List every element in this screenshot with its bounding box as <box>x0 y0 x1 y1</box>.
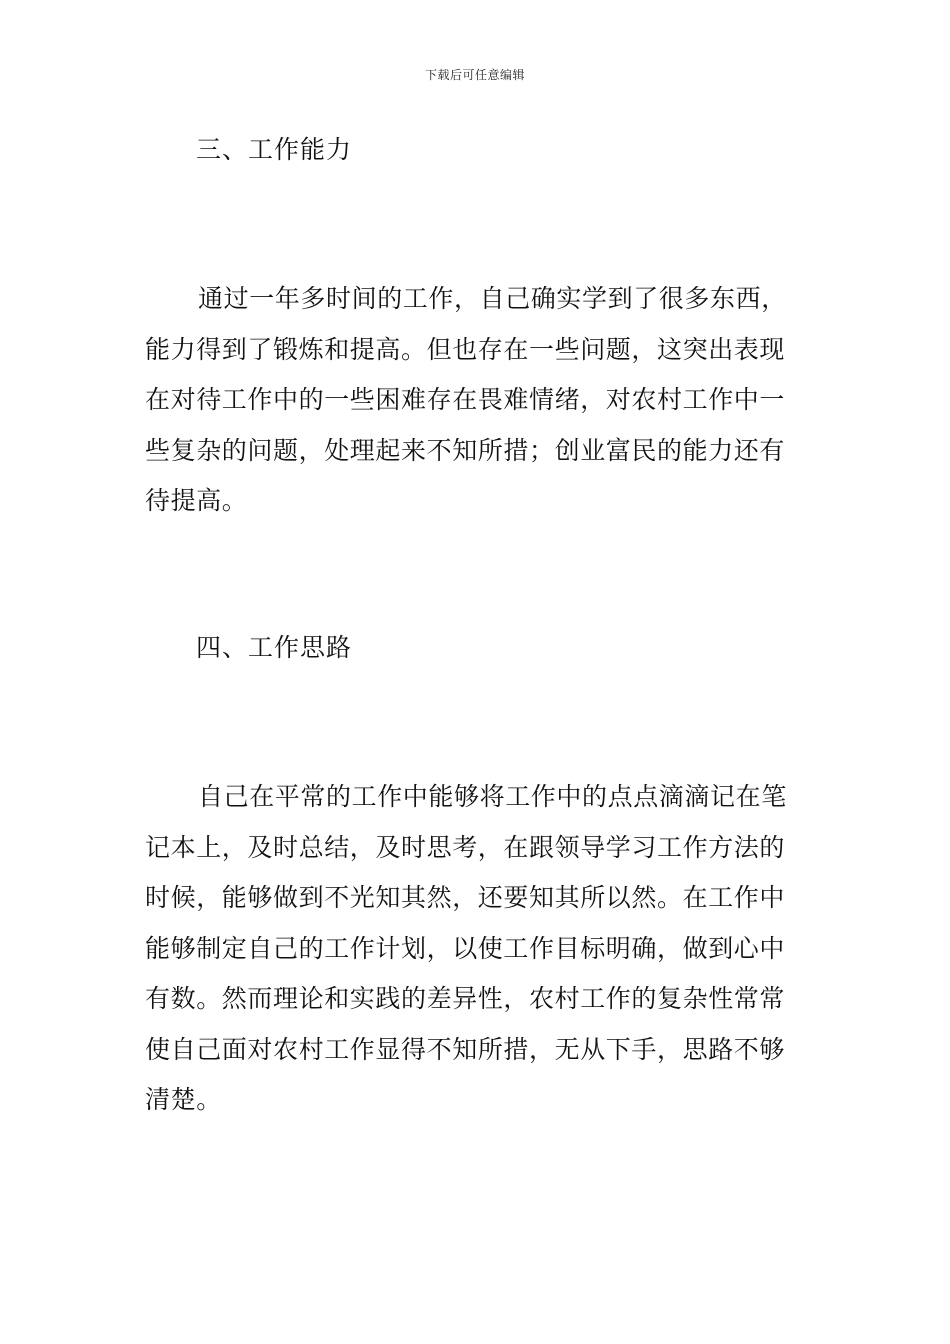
paragraph-line: 通过一年多时间的工作，自己确实学到了很多东西， <box>198 284 787 313</box>
paragraph-line: 清楚。 <box>145 1085 222 1114</box>
paragraph-line: 些复杂的问题，处理起来不知所措；创业富民的能力还有 <box>145 435 786 465</box>
paragraph-line: 自己在平常的工作中能够将工作中的点点滴滴记在笔 <box>198 782 787 811</box>
paragraph-line: 能够制定自己的工作计划，以使工作目标明确，做到心中 <box>145 933 786 963</box>
paragraph-line: 时候，能够做到不光知其然，还要知其所以然。在工作中 <box>145 883 786 912</box>
paragraph-line: 有数。然而理论和实践的差异性，农村工作的复杂性常常 <box>145 984 786 1013</box>
paragraph-line: 待提高。 <box>145 486 248 515</box>
paragraph-work-approach <box>145 772 807 1126</box>
paragraph-line: 使自己面对农村工作显得不知所措，无从下手，思路不够 <box>145 1034 786 1064</box>
paragraph-line: 记本上，及时总结，及时思考，在跟领导学习工作方法的 <box>145 832 786 862</box>
section-heading-work-ability: 三、工作能力 <box>196 135 353 164</box>
paragraph-work-ability <box>145 274 807 527</box>
paragraph-line: 能力得到了锻炼和提高。但也存在一些问题，这突出表现 <box>145 334 786 364</box>
section-heading-work-approach: 四、工作思路 <box>196 633 353 662</box>
header-note: 下载后可任意编辑 <box>424 68 525 82</box>
paragraph-line: 在对待工作中的一些困难存在畏难情绪，对农村工作中一 <box>145 385 786 414</box>
